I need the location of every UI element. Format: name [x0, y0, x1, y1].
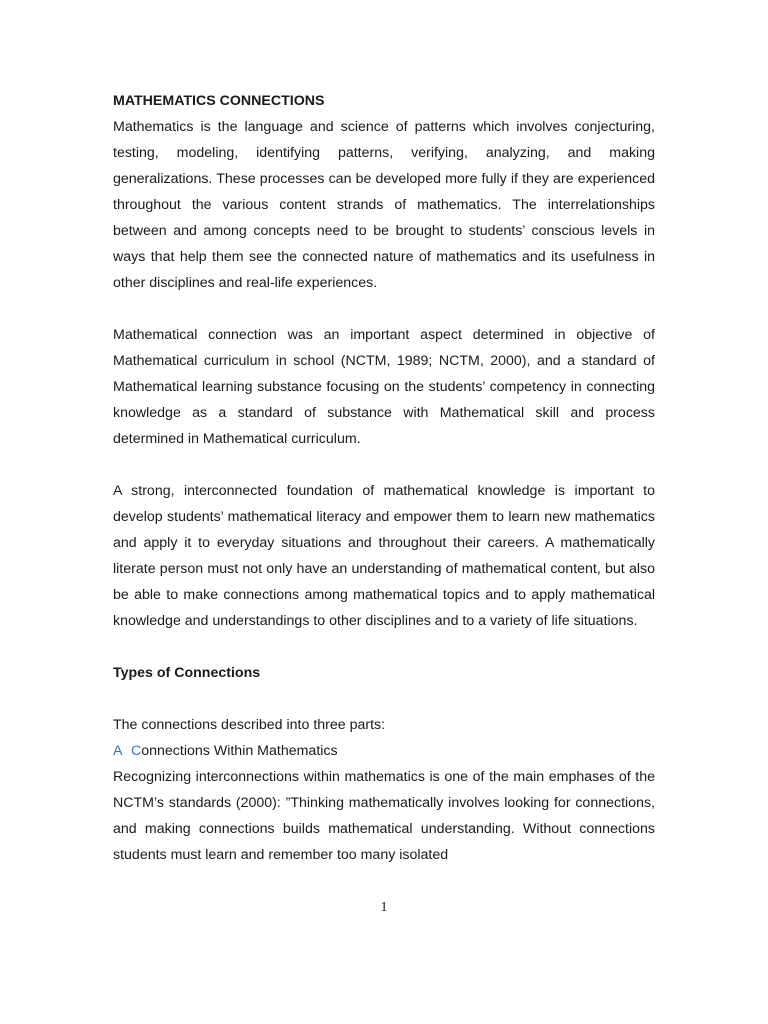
paragraph-3: A strong, interconnected foundation of mathematical knowledge is important to develop students’ mathematical literacy and empower them to learn new mathematics and apply it to everyday situations and throughout their careers. A mathematically literate person must not only have an understanding of mathematical content, but also be able to make connections among mathematical topics and to apply mathematical knowledge and understandings to other disciplines and to a variety of life situations. [113, 483, 655, 629]
list-item-a [113, 738, 655, 764]
document-body [113, 88, 655, 868]
spacer [113, 686, 655, 712]
page-number: 1 [380, 900, 388, 915]
paragraph-4: Recognizing interconnections within mathematics is one of the main emphases of the NCTM’s standards (2000): ”Thinking mathematically involves looking for connections, and making connections builds mathematical understanding. Without connections students must learn and remember too many isolated [113, 769, 655, 863]
list-initial: C [131, 743, 142, 759]
document-title: MATHEMATICS CONNECTIONS [113, 93, 325, 109]
spacer [113, 452, 655, 478]
list-item-text: onnections Within Mathematics [141, 743, 338, 759]
spacer [113, 296, 655, 322]
section-heading: Types of Connections [113, 665, 261, 681]
spacer [113, 634, 655, 660]
list-letter: A [113, 743, 123, 759]
paragraph-2: Mathematical connection was an important aspect determined in objective of Mathematical curriculum in school (NCTM, 1989; NCTM, 2000), and a standard of Mathematical learning substance focusing on the students’ competency in connecting knowledge as a standard of substance with Mathematical skill and process determined in Mathematical curriculum. [113, 327, 655, 447]
intro-line: The connections described into three parts: [113, 717, 386, 733]
paragraph-1: Mathematics is the language and science of patterns which involves conjecturing, testing, modeling, identifying patterns, verifying, analyzing, and making generalizations. These processes can be developed more fully if they are experienced throughout the various content strands of mathematics. The interrelationships between and among concepts need to be brought to students’ conscious levels in ways that help them see the connected nature of mathematics and its usefulness in other disciplines and real-life experiences. [113, 119, 655, 291]
